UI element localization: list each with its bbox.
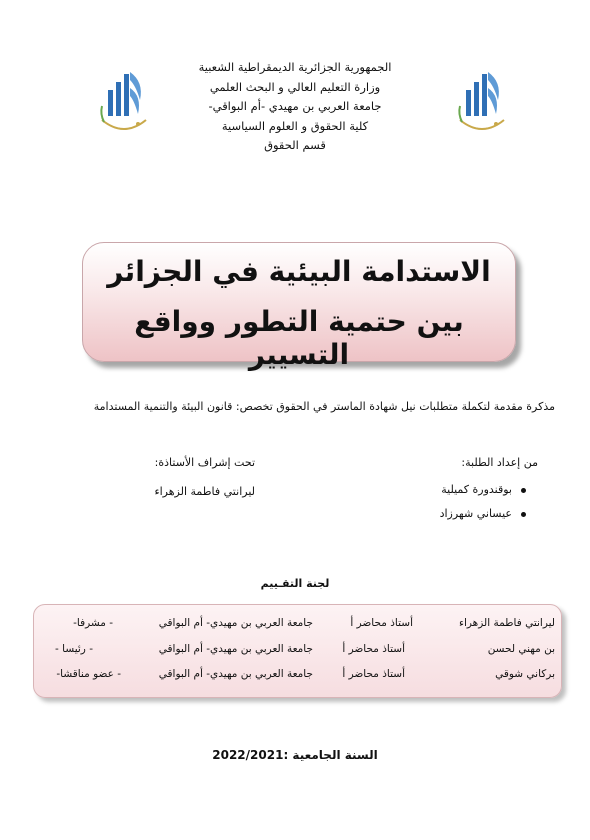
university-logo-icon: [94, 62, 154, 142]
header-line-faculty: كلية الحقوق و العلوم السياسية: [221, 118, 369, 133]
university-logo-right: [452, 62, 512, 142]
student-name: بوقندورة كميلية: [338, 478, 528, 502]
university-logo-icon: [452, 62, 512, 142]
member-role: - عضو مناقشا-: [56, 668, 121, 680]
committee-title: لجنة التقـييم: [260, 577, 330, 590]
member-university: جامعة العربي بن مهيدي- أم البواقي: [158, 643, 313, 655]
committee-row: [34, 668, 561, 688]
student-name: عيساني شهرزاد: [338, 502, 528, 526]
member-university: جامعة العربي بن مهيدي- أم البواقي: [158, 668, 313, 680]
member-role: - مشرفا-: [73, 617, 113, 629]
institution-header: [150, 58, 440, 156]
thesis-title-box: [82, 242, 516, 371]
thesis-title-line-1: الاستدامة البيئية في الجزائر: [107, 255, 491, 288]
header-line-republic: الجمهورية الجزائرية الديمقراطية الشعبية: [198, 60, 392, 74]
committee-table: [33, 604, 562, 698]
university-logo-left: [94, 62, 154, 142]
header-line-university: جامعة العربي بن مهيدي -أم البواقي-: [208, 99, 382, 113]
supervisor-label: تحت إشراف الأستاذة:: [154, 456, 255, 469]
header-line-department: قسم الحقوق: [264, 138, 326, 152]
member-rank: أستاذ محاضر أ: [342, 643, 405, 655]
committee-row: [34, 643, 561, 663]
member-university: جامعة العربي بن مهيدي- أم البواقي: [158, 617, 313, 629]
header-line-ministry: وزارة التعليم العالي و البحث العلمي: [209, 79, 381, 94]
students-list: [338, 478, 538, 526]
students-section: [338, 456, 538, 526]
memo-description: مذكرة مقدمة لتكملة متطلبات نيل شهادة الماستر في الحقوق تخصص: قانون البيئة والتنمية المستدامة: [93, 400, 555, 413]
supervisor-section: [55, 456, 255, 504]
supervisor-name: ليرانتي فاطمة الزهراء: [154, 485, 255, 498]
thesis-title-line-2: بين حتمية التطور وواقع التسيير: [134, 305, 464, 371]
member-name: ليرانتي فاطمة الزهراء: [459, 617, 555, 629]
committee-row: [34, 617, 561, 637]
member-rank: أستاذ محاضر أ: [350, 617, 413, 629]
member-name: بن مهني لحسن: [487, 643, 555, 655]
member-name: بركاني شوقي: [495, 668, 555, 680]
academic-year: السنة الجامعية :2022/2021: [212, 748, 378, 762]
member-rank: أستاذ محاضر أ: [342, 668, 405, 680]
students-label: من إعداد الطلبة:: [461, 456, 538, 469]
member-role: - رئيسا -: [55, 643, 93, 655]
